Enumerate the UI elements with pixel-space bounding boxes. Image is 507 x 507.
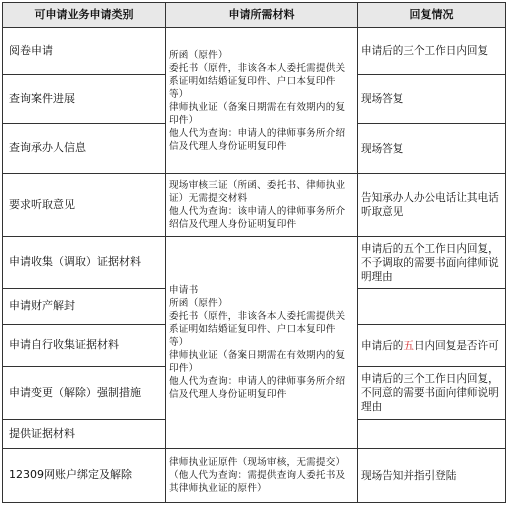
- reply-cell: [358, 325, 506, 367]
- table-row: [3, 237, 506, 289]
- header-reply: 回复情况: [358, 3, 506, 28]
- table-row: [3, 28, 506, 75]
- table-row: [3, 174, 506, 237]
- materials-text: 现场审核三证（所函、委托书、律师执业证）无需提交材料 他人代为查询：该申请人的律师事务所介绍信及代理人身份证明复印件: [169, 180, 346, 230]
- category-cell: 申请自行收集证据材料: [3, 325, 166, 367]
- header-row: [3, 3, 506, 28]
- category-cell: 申请变更（解除）强制措施: [3, 367, 166, 420]
- materials-cell-group4: [166, 449, 358, 503]
- reply-cell-empty: [358, 420, 506, 449]
- materials-cell-group2: [166, 174, 358, 237]
- reply-text-pre: 申请后的: [361, 339, 404, 352]
- materials-text: 律师执业证原件（现场审核，无需提交） （他人代为查询：需提供查询人委托书及其律师执业证的原件）: [169, 457, 346, 494]
- category-cell: 提供证据材料: [3, 420, 166, 449]
- category-cell: 查询承办人信息: [3, 124, 166, 174]
- reply-cell: 申请后的三个工作日内回复: [358, 28, 506, 75]
- category-cell: 申请财产解封: [3, 289, 166, 325]
- reply-cell: 现场答复: [358, 124, 506, 174]
- category-cell: 查询案件进展: [3, 75, 166, 124]
- header-category: 可申请业务申请类别: [3, 3, 166, 28]
- category-cell: 要求听取意见: [3, 174, 166, 237]
- category-cell: 12309网账户绑定及解除: [3, 449, 166, 503]
- reply-cell: 现场答复: [358, 75, 506, 124]
- reply-text-post: 日内回复是否许可: [413, 339, 499, 352]
- category-cell: 申请收集（调取）证据材料: [3, 237, 166, 289]
- materials-cell-group1: [166, 28, 358, 174]
- reply-cell: 告知承办人办公电话让其电话听取意见: [358, 174, 506, 237]
- category-cell: 阅卷申请: [3, 28, 166, 75]
- materials-cell-group3: [166, 237, 358, 449]
- materials-text: 申请书 所函（原件） 委托书（原件，非该各本人委托需提供关系证明如结婚证复印件、户口本复印件等） 律师执业证（备案日期需在有效期内的复印件） 他人代为查询：申请人的律师事务所介绍信及代理人身份证明复印件: [169, 285, 346, 400]
- reply-cell: 申请后的五个工作日内回复，不予调取的需要书面向律师说明理由: [358, 237, 506, 289]
- business-table: [2, 2, 506, 503]
- header-materials: 申请所需材料: [166, 3, 358, 28]
- reply-cell-empty: [358, 289, 506, 325]
- table-row: [3, 449, 506, 503]
- reply-cell: 现场告知并指引登陆: [358, 449, 506, 503]
- reply-cell: 申请后的三个工作日内回复，不同意的需要书面向律师说明理由: [358, 367, 506, 420]
- reply-highlight: 五: [403, 339, 414, 352]
- materials-text: 所函（原件） 委托书（原件，非该各本人委托需提供关系证明如结婚证复印件、户口本复印件等） 律师执业证（备案日期需在有效期内的复印件） 他人代为查询：申请人的律师事务所介绍信及代理人身份证明复印件: [169, 49, 346, 152]
